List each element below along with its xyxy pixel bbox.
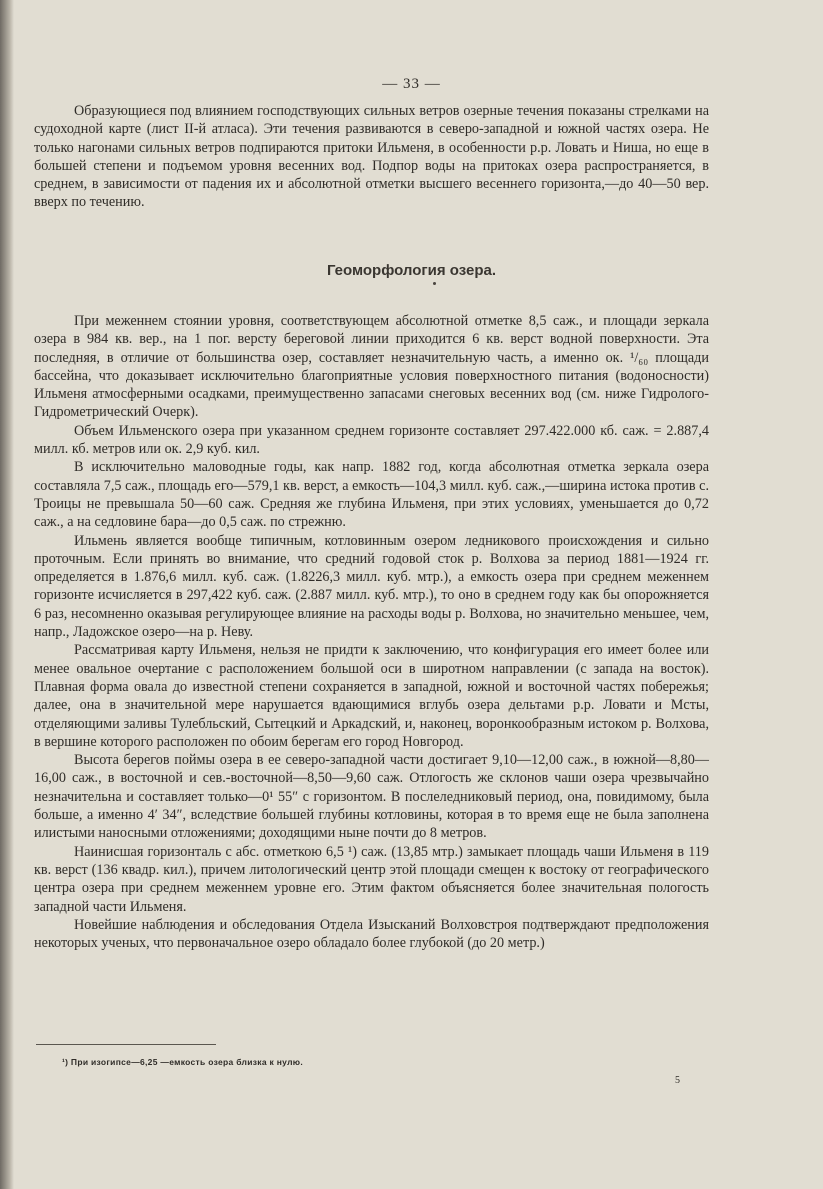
intro-paragraph: Образующиеся под влиянием господствующих сильных ветров озерные течения показаны стрелками на судоходной карте (лист II-й атласа). Эти течения развиваются в северо-западной и южной частях озера. Не только нагонами сильных ветров подпираются притоки Ильменя, в особенности р.р. Ловать и Ниша, но еще в большей степени и подъемом уровня весенних вод. Подпор воды на притоках озера распространяется, в среднем, в зависимости от падения их и абсолютной отметки высшего весеннего горизонта,—до 40—50 вер. вверх по течению. [34,103,709,211]
paragraph-glacial-origin: Ильмень является вообще типичным, котловинным озером ледникового происхождения и сильно проточным. Если принять во внимание, что средний годовой сток р. Волхова за период 1881—1924 гг. определяется в 1.876,6 милл. куб. саж. (1.8226,3 милл. куб. мтр.), а емкость озера при среднем меженнем горизонте исчисляется в 297,422 куб. саж. (2.887 милл. куб. мтр.), то оно в среднем году как бы опорожняется 6 раз, несомненно оказывая регулирующее влияние на расходы воды р. Волхова, но значительно меньшее, чем, напр., Ладожское озеро—на р. Неву. [34,532,709,641]
paragraph-low-water-years: В исключительно маловодные годы, как напр. 1882 год, когда абсолютная отметка зеркала озера составляла 7,5 саж., площадь его—579,1 кв. верст, а емкость—104,3 милл. куб. саж.,—ширина истока против с. Троицы не превышала 50—60 саж. Средняя же глубина Ильменя, при этих условиях, уменьшается до 0,72 саж., а на седловине бара—до 0,5 саж. по стрежню. [34,459,709,531]
footnote: ¹) При изогипсе—6,25 —емкость озера близка к нулю. [62,1057,304,1067]
page-number: — 33 — [382,76,441,92]
decorative-dot [433,282,436,285]
paragraph-volume: Объем Ильменского озера при указанном среднем горизонте составляет 297.422.000 кб. саж. = 2.887,4 милл. кб. метров или ок. 2,9 куб. кил. [34,422,709,458]
footnote-rule [36,1044,216,1045]
intro-text-block [34,102,709,212]
paragraph-bank-heights: Высота берегов поймы озера в ее северо-западной части достигает 9,10—12,00 саж., в южной—8,80—16,00 саж., в восточной и сев.-восточной—8,50—9,60 саж. Отлогость же склонов чаши озера чрезвычайно незначительна и составляет только—0¹ 55″ с горизонтом. В послеледниковый период, она, повидимому, была больше, а именно 4′ 34″, вследствие большей глубины котловины, которая в то время еще не была заполнена илистыми наносными отложениями; доходящими ныне почти до 8 метров. [34,752,709,842]
signature-mark: 5 [675,1075,680,1086]
section-heading: Геоморфология озера. [326,262,497,279]
main-text-block [34,312,709,952]
paragraph-lowest-contour: Наинисшая горизонталь с абс. отметкою 6,5 ¹) саж. (13,85 мтр.) замыкает площадь чаши Ильменя в 119 кв. верст (136 квадр. кил.), причем литологический центр этой площади смещен к востоку от географического центра озера при среднем меженнем уровне его. Этим фактом объясняется более значительная пологость западной части Ильменя. [34,843,709,915]
paragraph-configuration: Рассматривая карту Ильменя, нельзя не придти к заключению, что конфигурация его имеет более или менее овальное очертание с расположением большой оси в широтном направлении (с запада на восток). Плавная форма овала до известной степени сохраняется в западной, южной и восточной частях побережья; далее, она в значительной мере нарушается вдающимися вглубь озера дельтами р.р. Ловати и Мсты, отделяющими заливы Тулебльский, Сытецкий и Аркадский, и, наконец, воронкообразным истоком р. Волхова, в вершине которого расположен по обоим берегам его город Новгород. [34,642,709,750]
paragraph-surface-area: При меженнем стоянии уровня, соответствующем абсолютной отметке 8,5 саж., и площади зеркала озера в 984 кв. вер., на 1 пог. версту береговой линии приходится 6 кв. верст водной поверхности. Эта последняя, в отличие от большинства озер, составляет незначительную часть, а именно ок. ¹/₆₀ площади бассейна, что доказывает исключительно благоприятные условия поверхностного питания (водоносности) Ильменя атмосферными осадками, преимущественно запасами снеговых весенних вод (см. ниже Гидролого-Гидрометрический Очерк). [34,313,709,421]
paragraph-recent-observations: Новейшие наблюдения и обследования Отдела Изысканий Волховстроя подтверждают предположения некоторых ученых, что первоначальное озеро обладало более глубокой (до 20 метр.) [34,916,709,952]
book-binding-shadow [0,0,14,1189]
